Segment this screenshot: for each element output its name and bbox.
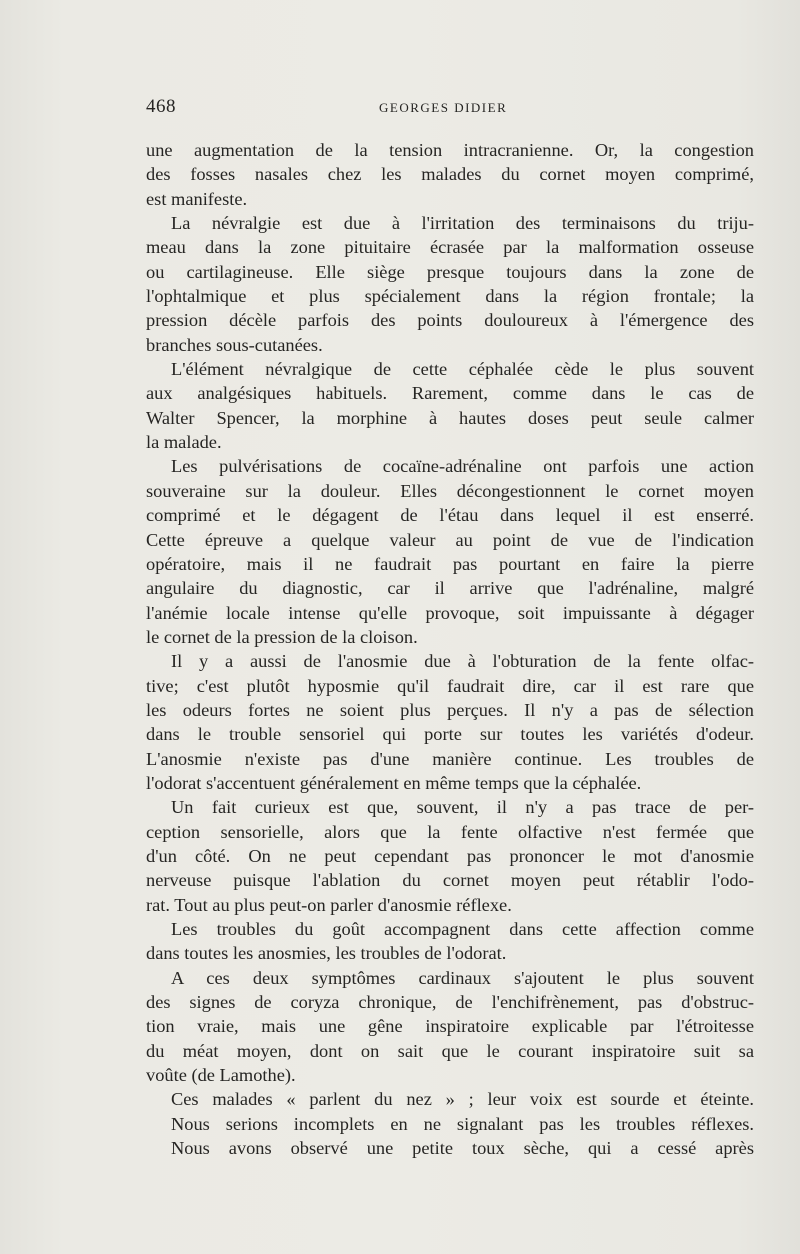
- text-line: tive; c'est plutôt hyposmie qu'il faudrait dire, car il est rare que: [146, 675, 754, 696]
- text-line: Ces malades « parlent du nez » ; leur voix est sourde et éteinte.: [171, 1089, 754, 1110]
- text-line: du méat moyen, dont on sait que le courant inspiratoire suit sa: [146, 1040, 754, 1061]
- text-line: Cette épreuve a quelque valeur au point de vue de l'indication: [146, 529, 754, 550]
- text-line: une augmentation de la tension intracranienne. Or, la congestion: [146, 140, 754, 160]
- text-line: Un fait curieux est que, souvent, il n'y a pas trace de per-: [171, 797, 754, 818]
- text-line: meau dans la zone pituitaire écrasée par la malformation osseuse: [146, 237, 754, 258]
- page-number: 468: [146, 96, 176, 117]
- text-line: le cornet de la pression de la cloison.: [146, 626, 418, 647]
- text-line: Walter Spencer, la morphine à hautes doses peut seule calmer: [146, 407, 754, 428]
- text-line: Les pulvérisations de cocaïne-adrénaline ont parfois une action: [171, 456, 754, 477]
- text-line: l'anémie locale intense qu'elle provoque, soit impuissante à dégager: [146, 602, 754, 623]
- running-head: GEORGES DIDIER: [379, 100, 508, 115]
- text-line: rat. Tout au plus peut-on parler d'anosmie réflexe.: [146, 894, 512, 915]
- text-line: L'anosmie n'existe pas d'une manière continue. Les troubles de: [146, 748, 754, 769]
- text-line: angulaire du diagnostic, car il arrive que l'adrénaline, malgré: [146, 578, 754, 599]
- text-line: des signes de coryza chronique, de l'enchifrènement, pas d'obstruc-: [146, 992, 754, 1013]
- text-line: d'un côté. On ne peut cependant pas prononcer le mot d'anosmie: [146, 845, 754, 866]
- text-line: des fosses nasales chez les malades du cornet moyen comprimé,: [146, 164, 754, 185]
- text-line: La névralgie est due à l'irritation des terminaisons du triju-: [171, 213, 754, 234]
- text-line: l'odorat s'accentuent généralement en même temps que la céphalée.: [146, 772, 642, 793]
- text-line: pression décèle parfois des points douloureux à l'émergence des: [146, 310, 754, 331]
- text-line: nerveuse puisque l'ablation du cornet moyen peut rétablir l'odo-: [146, 870, 754, 891]
- text-line: Nous avons observé une petite toux sèche, qui a cessé après: [171, 1138, 754, 1159]
- text-line: Il y a aussi de l'anosmie due à l'obturation de la fente olfac-: [171, 651, 754, 672]
- text-line: est manifeste.: [146, 188, 248, 209]
- body-text: [146, 138, 754, 1160]
- text-line: L'élément névralgique de cette céphalée cède le plus souvent: [171, 359, 754, 380]
- text-line: la malade.: [146, 432, 222, 453]
- text-line: dans le trouble sensoriel qui porte sur toutes les variétés d'odeur.: [146, 724, 754, 745]
- text-line: souveraine sur la douleur. Elles décongestionnent le cornet moyen: [146, 480, 754, 501]
- text-line: les odeurs fortes ne soient plus perçues. Il n'y a pas de sélection: [146, 699, 754, 720]
- text-line: A ces deux symptômes cardinaux s'ajoutent le plus souvent: [171, 967, 754, 988]
- text-line: ception sensorielle, alors que la fente olfactive n'est fermée que: [146, 821, 754, 842]
- text-line: l'ophtalmique et plus spécialement dans la région frontale; la: [146, 286, 754, 307]
- text-line: voûte (de Lamothe).: [146, 1065, 296, 1086]
- text-line: ou cartilagineuse. Elle siège presque toujours dans la zone de: [146, 261, 754, 282]
- text-line: branches sous-cutanées.: [146, 334, 323, 355]
- text-line: Les troubles du goût accompagnent dans cette affection comme: [171, 919, 754, 939]
- text-line: Nous serions incomplets en ne signalant pas les troubles réflexes.: [171, 1113, 754, 1134]
- text-line: tion vraie, mais une gêne inspiratoire explicable par l'étroitesse: [146, 1016, 754, 1037]
- text-line: opératoire, mais il ne faudrait pas pourtant en faire la pierre: [146, 553, 754, 574]
- text-line: aux analgésiques habituels. Rarement, comme dans le cas de: [146, 383, 754, 404]
- text-line: comprimé et le dégagent de l'étau dans lequel il est enserré.: [146, 505, 754, 526]
- page-header: [146, 96, 754, 120]
- text-line: dans toutes les anosmies, les troubles de l'odorat.: [146, 943, 507, 964]
